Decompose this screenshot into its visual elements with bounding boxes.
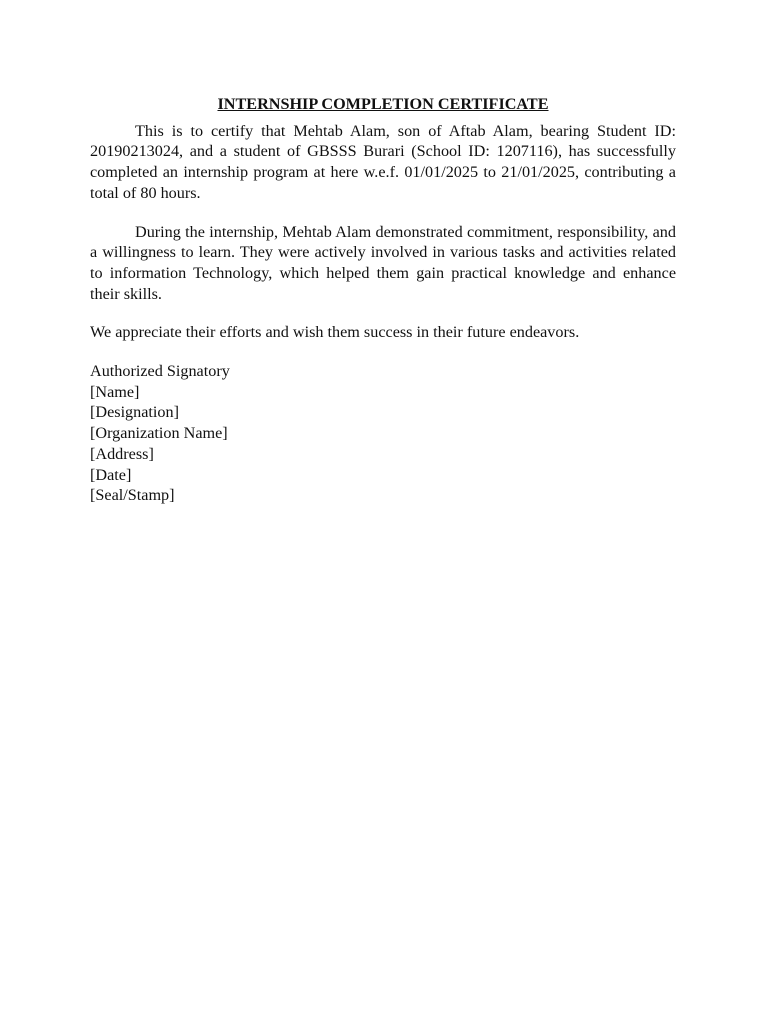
organization-name: [Organization Name] bbox=[90, 424, 228, 443]
signatory-designation: [Designation] bbox=[90, 403, 180, 422]
document-body bbox=[90, 94, 676, 506]
organization-address: [Address] bbox=[90, 444, 154, 463]
signature-date: [Date] bbox=[90, 465, 132, 484]
signatory-name: [Name] bbox=[90, 382, 140, 401]
performance-paragraph: During the internship, Mehtab Alam demonstrated commitment, responsibility, and a willingness to learn. They were actively involved in various tasks and activities related to information Technology, which helped them gain practical knowledge and enhance their skills. bbox=[90, 222, 676, 303]
closing-paragraph: We appreciate their efforts and wish them success in their future endeavors. bbox=[90, 323, 580, 342]
certificate-title: INTERNSHIP COMPLETION CERTIFICATE bbox=[217, 95, 549, 113]
certification-paragraph: This is to certify that Mehtab Alam, son of Aftab Alam, bearing Student ID: 20190213024, and a student of GBSSS Burari (School ID: 1207116), has successfully completed an internship program at here w.e.f. 01/01/2025 to 21/01/2025, contributing a total of 80 hours. bbox=[90, 121, 676, 202]
seal-stamp: [Seal/Stamp] bbox=[90, 486, 175, 505]
signature-block bbox=[90, 361, 676, 506]
authorized-signatory-label: Authorized Signatory bbox=[90, 362, 230, 381]
